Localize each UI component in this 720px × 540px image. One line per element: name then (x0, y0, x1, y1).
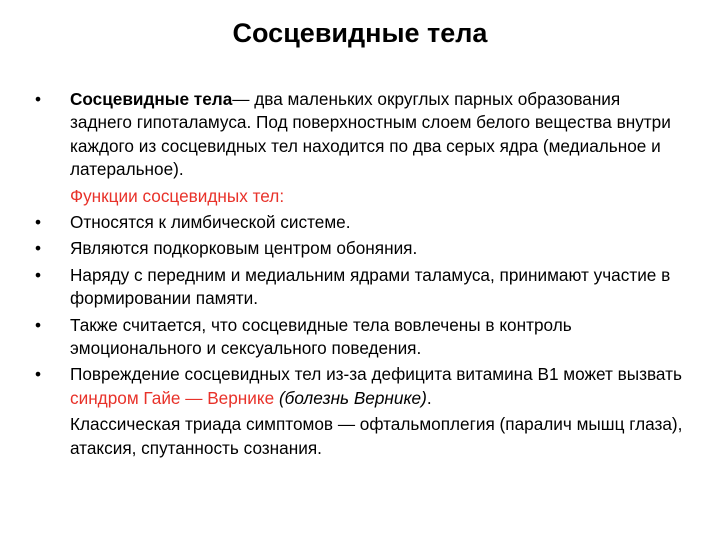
function-text: Относятся к лимбической системе. (70, 212, 351, 233)
function-item (35, 211, 685, 234)
function-item (35, 314, 685, 361)
function-item (35, 237, 685, 260)
bullet-icon: • (35, 89, 42, 109)
definition-text: — два маленьких округлых парных образования заднего гипоталамуса. Под поверхностным слоем белого вещества внутри каждого из сосцевидных тел находится по два серых ядра (медиальное и латеральное). (70, 89, 671, 180)
function-item (35, 264, 685, 311)
damage-suffix: . (426, 387, 432, 408)
term-label: Сосцевидные тела (70, 89, 233, 109)
triad-text: Классическая триада симптомов — офтальмоплегия (паралич мышц глаза), атаксия, спутанность сознания. (70, 414, 683, 458)
slide-title: Сосцевидные тела (232, 18, 488, 48)
bullet-definition (35, 88, 685, 182)
function-text: Наряду с передним и медиальним ядрами таламуса, принимают участие в формировании памяти. (70, 264, 671, 309)
bullet-damage (35, 363, 685, 410)
bullet-icon: • (35, 264, 42, 285)
disease-name: (болезнь Вернике) (278, 387, 427, 408)
damage-prefix: Повреждение сосцевидных тел из-за дефицита витамина В1 может вызвать (70, 364, 682, 385)
function-text: Также считается, что сосцевидные тела вовлечены в контроль эмоционального и сексуального поведения. (70, 314, 572, 359)
bullet-icon: • (35, 238, 42, 259)
bullet-icon: • (35, 212, 42, 233)
function-text: Являются подкорковым центром обоняния. (70, 238, 418, 259)
functions-heading: Функции сосцевидных тел: (70, 185, 285, 206)
syndrome-name: синдром Гайе — Вернике (70, 387, 275, 408)
slide-content (35, 88, 685, 463)
bullet-icon: • (35, 364, 42, 385)
bullet-icon: • (35, 314, 42, 335)
